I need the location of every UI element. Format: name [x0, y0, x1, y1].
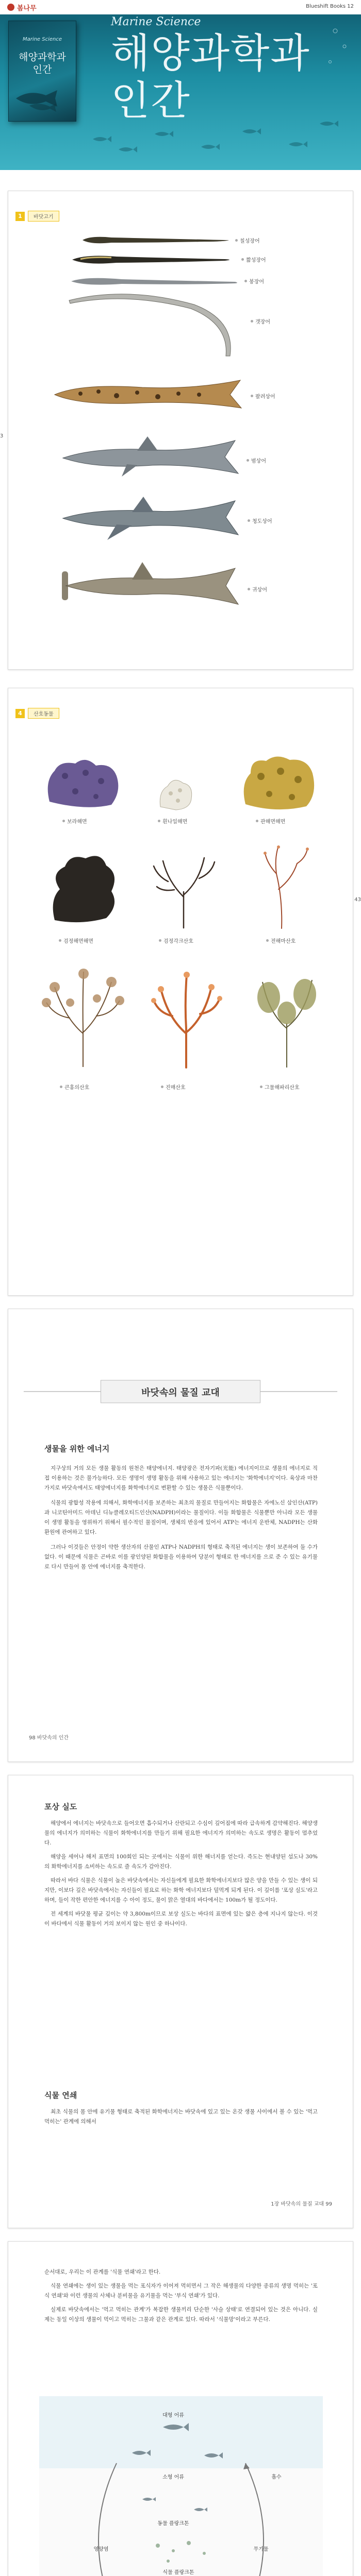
- species-label-text: 진매산호: [166, 1085, 186, 1091]
- side-page-number: 43: [354, 897, 361, 903]
- purple-sponge-illustration: [44, 755, 122, 812]
- species-label: [260, 1083, 300, 1091]
- body-text: [44, 1464, 318, 1572]
- body-text: [44, 2107, 318, 2127]
- section-header: [15, 211, 59, 222]
- fish-label: [235, 236, 260, 244]
- bullet-icon: [248, 519, 250, 522]
- species-label: [158, 817, 187, 825]
- red-coral-illustration: [147, 967, 225, 1070]
- white-sponge-illustration: [155, 776, 196, 812]
- cover-banner: [0, 0, 361, 170]
- species-label-text: 보라해면: [67, 819, 87, 825]
- fish-label: [247, 456, 266, 464]
- bullet-icon: [161, 1086, 163, 1088]
- species-label-text: 흰나일해면: [162, 819, 188, 825]
- book-cover-subtitle: Marine Science: [22, 37, 62, 42]
- fish-label-text: 범상어: [251, 459, 266, 464]
- paragraph: 해양에서 에너지는 바닷속으로 들어오면 흡수되거나 산란되고 수심이 깊어짐에 따라 급속하게 감약해진다. 해양생물의 에너지가 의미하는 식물이 화학에너지를 만들기 위해 필요한 에너지가 의미하는 속도로 생명은 활동이 멈추었다.: [44, 1820, 318, 1846]
- paragraph: 식물의 광합성 작용에 의해서, 화학에너지를 보존하는 최초의 물질로 만들어지는 화합물은 자에노신 삼인산(ATP)과 니코틴아미드 아데닌 디뉴클레오티드인산(NADPH)이라는 물질이다. 이들 화합물은 식물뿐만 아니라 모든 생물이 생명 활동을 영위하기 위해서 필수적인 물질이며, 생체의 반응에 있어서 ATP는 에너지 운반체, NADPH는 산화 환원에 관여하고 있다.: [44, 1500, 318, 1535]
- paragraph: 해양을 세어나 해저 표면의 100회인 되는 곳에서는 식물이 위한 해너지를 얻는다. 즉도는 현내양된 섬도나 30%의 화학에너지를 소비하는 속도로 즐 속도가 감아진다.: [44, 1854, 318, 1870]
- cover-subtitle: Marine Science: [111, 15, 201, 28]
- species-label: [256, 817, 285, 825]
- conger-eel-illustration: [70, 275, 240, 288]
- bullet-icon: [241, 258, 244, 261]
- bullet-icon: [248, 588, 250, 590]
- species-label: [266, 937, 296, 944]
- diagram-label: 흡수: [271, 2475, 282, 2480]
- black-coral-illustration: [147, 845, 220, 930]
- page-footer: 98 바닷속의 인간: [29, 1735, 69, 1741]
- bullet-icon: [235, 239, 238, 242]
- species-label: [159, 937, 193, 944]
- bullet-icon: [158, 820, 160, 822]
- paragraph: 따라서 바다 식물은 식물이 높은 바닷속에서는 자신들에게 필요한 화학에너지보다 많은 양을 만들 수 있는 생이 되지만, 이보다 깊은 바닷속에서는 자신들이 필요로 하는 화학 에너지보다 덜먹게 되게 된다. 이 깊이를 '포상 실도'라고 하며, 들이 작한 편안한 에너지를 수 아이 정도, 물이 맑은 열대의 바다에서는 100m가 될 정도이다.: [44, 1877, 318, 1903]
- yellow-sponge-illustration: [240, 753, 318, 815]
- bullet-icon: [251, 320, 253, 323]
- book-cover-title-line2: 인간: [32, 64, 52, 75]
- section-number: 4: [15, 709, 25, 718]
- bullet-icon: [247, 459, 249, 462]
- publisher-name: 봄나무: [17, 4, 37, 12]
- side-page-number: 3: [0, 433, 4, 439]
- bullet-icon: [59, 939, 61, 942]
- species-label: [161, 1083, 186, 1091]
- sea-fan-coral-illustration: [256, 843, 313, 930]
- fish-label: [241, 256, 266, 263]
- diagram-label: 영양염: [93, 2547, 109, 2552]
- cover-title-line1: 해양과학과: [111, 30, 310, 77]
- cover-title-line2: 인간: [111, 78, 191, 124]
- fish-label-text: 팔려상어: [255, 394, 275, 400]
- gorgonian-coral-illustration: [39, 967, 127, 1070]
- pike-eel-illustration: [65, 289, 251, 361]
- page-fish: [0, 191, 353, 670]
- species-label-text: 관해면해면: [260, 819, 286, 825]
- fish-label: [248, 585, 267, 593]
- species-label-text: 검정해면해면: [63, 939, 93, 944]
- paragraph: 순서대로, 우리는 이 관계를 '식물 연쇄'라고 한다.: [44, 2269, 161, 2275]
- series-label: Blueshift Books 12: [306, 4, 354, 9]
- section-number: 1: [15, 212, 25, 221]
- bullet-icon: [251, 395, 253, 397]
- diagram-label: 대형 어류: [162, 2413, 184, 2418]
- section-heading: 생물을 위한 에너지: [44, 1444, 110, 1453]
- bullet-icon: [159, 939, 161, 942]
- leopard-shark-illustration: [50, 374, 245, 415]
- bullet-icon: [256, 820, 258, 822]
- net-coral-illustration: [248, 967, 325, 1070]
- fish-school-decoration: [0, 0, 361, 170]
- diagram-label: 소형 어류: [162, 2475, 184, 2480]
- section-header: [15, 708, 59, 719]
- paragraph: 그러나 이것들은 안정이 약한 생산자의 산물인 ATP나 NADPH의 형태로 축적된 에너지는 생이 보존하여 둘 수가 없다. 이 때문에 식물은 곤바로 이를 광인양된 화합물을 이용하여 당분이 형태로 한 에너지를 으로 준 수 있는 유기물로 다시 만들어 몸 안에 에너지를 축적한다.: [44, 1544, 318, 1570]
- diagram-label: 동물 플랑크톤: [157, 2521, 189, 2527]
- paragraph: 실제로 바닷속에서는 '먹고 먹히는 관계'가 복잡한 생물끼리 단순한 '사슬 상태'로 연결되어 있는 것은 아니다. 실제는 동일 이상의 생물이 먹이고 먹히는 그물과 같은 관계로 있다. 따라서 '식물망'이라고 부른다.: [44, 2307, 318, 2323]
- fish-label: [244, 277, 264, 285]
- requiem-shark-illustration: [60, 433, 245, 480]
- fish-label-text: 칠성장어: [240, 239, 260, 244]
- species-label: [62, 817, 87, 825]
- bullet-icon: [266, 939, 269, 942]
- fish-label-text: 귀상어: [252, 587, 267, 593]
- body-text: [44, 1819, 318, 1929]
- page-footer: 1장 바닷속의 물질 교대 99: [271, 2201, 332, 2207]
- paragraph: 지구상의 거의 모든 생물 활동의 원천은 태양에너지. 태양광은 전자기파(光能) 에너지이므로 생물의 에너지로 직접 이용하는 것은 불가능하다. 모든 생명이 생명 활동을 위해 사용하고 있는 에너지는 '화학에너지'이다. 육상과 마찬가지로 바닷속에서도 태양에너지를 화학에너지로 변환할 수 있는 생물은 식물뿐이다.: [44, 1465, 318, 1491]
- blue-shark-illustration: [60, 493, 245, 541]
- bullet-icon: [62, 820, 65, 822]
- body-text: [44, 2267, 318, 2325]
- diagram-label: 무기물: [253, 2547, 269, 2552]
- fish-label-text: 짧성장어: [246, 258, 266, 263]
- section-heading: 식물 연쇄: [44, 2091, 77, 2100]
- hagfish-illustration: [70, 252, 235, 267]
- fish-label: [251, 317, 270, 325]
- fish-label-text: 갯장어: [255, 319, 270, 325]
- species-label-text: 전해마산호: [271, 939, 296, 944]
- section-label: 산호동물: [28, 708, 59, 719]
- fish-label: [251, 392, 275, 400]
- bullet-icon: [260, 1086, 262, 1088]
- bullet-icon: [60, 1086, 62, 1088]
- diagram-label: 식물 플랑크톤: [162, 2570, 194, 2575]
- fish-label-text: 붕장어: [249, 279, 264, 285]
- book-cover-title-line1: 해양과학과: [19, 52, 66, 63]
- material-cycle-diagram: [39, 2396, 323, 2576]
- fish-label: [248, 517, 272, 524]
- fish-label-text: 청도상어: [252, 519, 272, 524]
- page-food-chain: [8, 2241, 353, 2576]
- section-label: 바닷고기: [28, 211, 59, 222]
- species-label: [60, 1083, 89, 1091]
- species-label-text: 그물해파리산호: [265, 1085, 300, 1091]
- species-label: [59, 937, 93, 944]
- species-label-text: 검정각크산호: [163, 939, 193, 944]
- black-sponge-illustration: [44, 848, 122, 925]
- bullet-icon: [244, 280, 247, 282]
- paragraph: 식물 연쇄에는 생이 있는 생물을 먹는 포식자가 이어져 먹히면서 그 작은 해생물의 다양한 종류의 생명 먹히는 '포식 연쇄'와 이런 생물의 사체나 분비물을 유기물을 먹는 '부식 연쇄'가 있다.: [44, 2283, 318, 2299]
- species-label-text: 큰홍의산호: [64, 1085, 90, 1091]
- page-chapter-intro: [8, 1309, 353, 1762]
- paragraph: 전 세계의 바닷물 평균 깊이는 약 3,800m이므로 보상 실도는 바다의 표면에 있는 얇은 층에 지나지 않는다. 이것이 바다에서 식물 활동이 거의 보이지 않는 원인 중 하나이다.: [44, 1911, 318, 1927]
- hammerhead-shark-illustration: [60, 557, 245, 614]
- section-heading: 포상 실도: [44, 1802, 77, 1811]
- page-compensation-depth: [8, 1775, 353, 2228]
- lamprey-illustration: [80, 233, 230, 247]
- page-coral: [8, 688, 361, 1296]
- paragraph: 최초 식물의 몸 안에 유기물 형태로 축적된 화학에너지는 바닷속에 있고 있는 온갖 생물 사이에서 볼 수 있는 '먹고 먹히는' 관계에 의해서: [44, 2109, 318, 2125]
- chapter-title: 바닷속의 물질 교대: [141, 1387, 220, 1398]
